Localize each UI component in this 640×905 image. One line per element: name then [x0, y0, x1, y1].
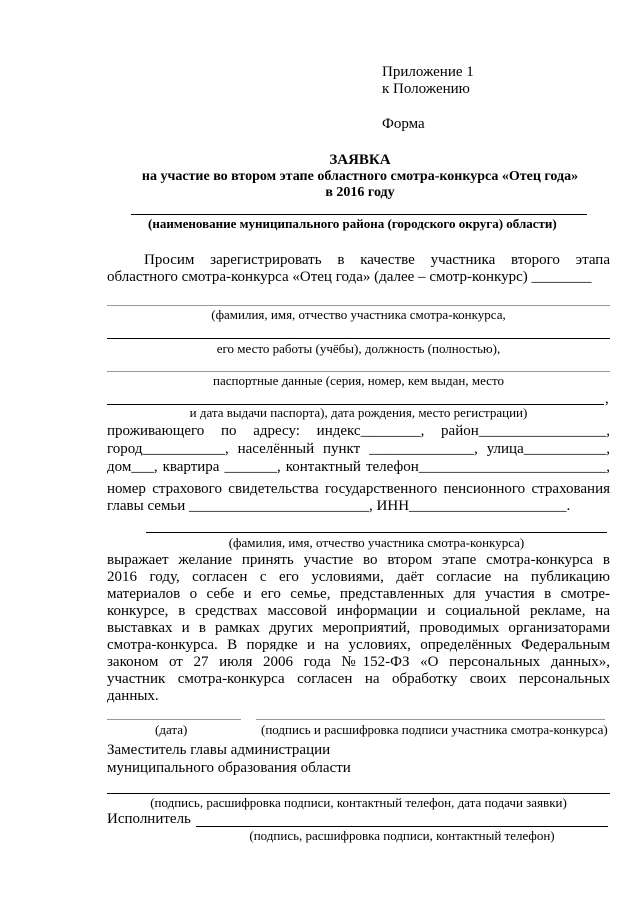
deputy-title-line-2: муниципального образования области — [107, 760, 351, 776]
work-caption: его место работы (учёбы), должность (полностью), — [216, 341, 501, 356]
request-line-1: Просим зарегистрировать в качестве участника второго этапа — [144, 252, 610, 268]
document-title: ЗАЯВКА — [329, 152, 391, 168]
participant-signature-caption: (подпись и расшифровка подписи участника смотра-конкурса) — [261, 722, 608, 737]
deputy-title-line-1: Заместитель главы администрации — [107, 742, 331, 758]
passport-field-line[interactable] — [107, 371, 610, 372]
date-caption: (дата) — [155, 722, 188, 737]
consent-fio-field-line[interactable] — [146, 532, 607, 533]
consent-line-6: смотра-конкурса. В порядке и на условиях, определённых Федеральным — [107, 637, 610, 653]
address-line-3[interactable]: дом___, квартира _______, контактный телефон_________________________, — [107, 459, 610, 475]
title-line-3: в 2016 году — [325, 185, 395, 200]
form-label: Форма — [382, 116, 425, 132]
fio-caption: (фамилия, имя, отчество участника смотра-конкурса, — [211, 307, 506, 322]
consent-line-4: конкурсе, в средствах массовой информации и социальной рекламе, на — [107, 603, 610, 619]
passport-caption-2: и дата выдачи паспорта), дата рождения, место регистрации) — [189, 405, 528, 420]
deputy-signature-line[interactable] — [107, 793, 610, 794]
fio-field-line[interactable] — [107, 305, 610, 306]
regulation-label: к Положению — [382, 81, 470, 97]
address-line-2[interactable]: город___________, населённый пункт ______________, улица___________, — [107, 441, 610, 457]
appendix-label: Приложение 1 — [382, 64, 474, 80]
address-line-1[interactable]: проживающего по адресу: индекс________, район_________________, — [107, 423, 610, 439]
district-field-line[interactable] — [131, 214, 587, 215]
consent-line-3: материалов о себе и его семье, представленных для участия в смотре- — [107, 586, 610, 602]
insurance-line-2[interactable]: главы семьи ________________________, ИНН_____________________. — [107, 498, 571, 514]
executor-signature-caption: (подпись, расшифровка подписи, контактный телефон) — [249, 828, 555, 843]
executor-label: Исполнитель — [107, 811, 191, 827]
consent-line-9: данных. — [107, 688, 159, 704]
executor-signature-line[interactable] — [196, 826, 608, 827]
title-line-2: на участие во втором этапе областного смотра-конкурса «Отец года» — [141, 169, 579, 184]
consent-line-1: выражает желание принять участие во втором этапе смотра-конкурса в — [107, 552, 610, 568]
consent-line-7: законом от 27 июля 2006 года №152-ФЗ «О персональных данных», — [107, 654, 610, 670]
district-caption: (наименование муниципального района (городского округа) области) — [148, 216, 557, 231]
request-line-2: областного смотра-конкурса «Отец года» (далее – смотр-конкурс) ________ — [107, 269, 592, 285]
deputy-signature-caption: (подпись, расшифровка подписи, контактный телефон, дата подачи заявки) — [150, 795, 567, 810]
passport-comma: , — [605, 391, 609, 407]
passport-caption: паспортные данные (серия, номер, кем выдан, место — [213, 373, 504, 388]
participant-signature-line[interactable] — [256, 719, 605, 720]
consent-line-5: выставках и в рамках других мероприятий, проводимых организаторами — [107, 620, 610, 636]
date-field-line[interactable] — [107, 719, 241, 720]
consent-line-2: 2016 году, согласен с его условиями, даёт согласие на публикацию — [107, 569, 610, 585]
consent-line-8: участник смотра-конкурса согласен на обработку своих персональных — [107, 671, 610, 687]
consent-fio-caption: (фамилия, имя, отчество участника смотра-конкурса) — [228, 535, 525, 550]
insurance-line-1: номер страхового свидетельства государственного пенсионного страхования — [107, 481, 610, 497]
work-field-line[interactable] — [107, 338, 610, 339]
